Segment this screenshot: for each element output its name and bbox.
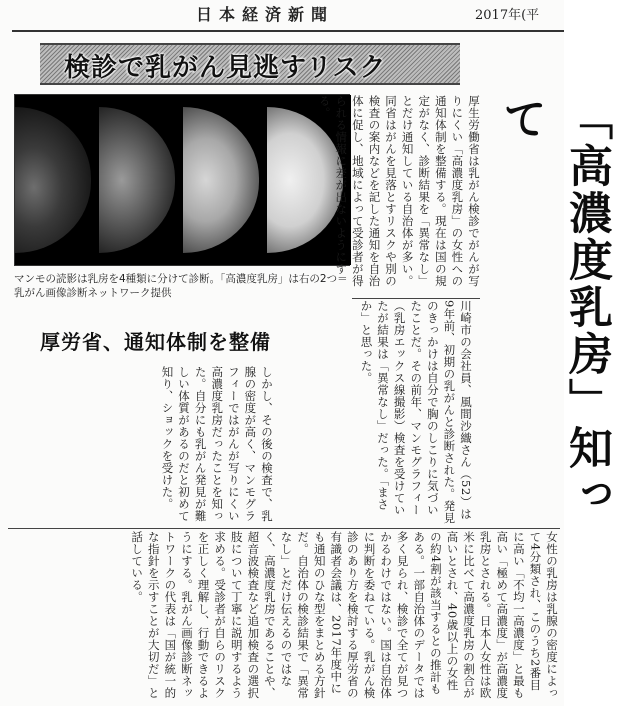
kicker-headline: 検診で乳がん見逃すリスク: [64, 53, 387, 83]
newspaper-name: 日本経済新聞: [196, 5, 335, 24]
photo-caption: マンモの読影は乳房を4種類に分けて診断。「高濃度乳房」は右の2つ＝乳がん画像診断ネットワーク提供: [14, 273, 348, 299]
body-column: 女性の乳房は乳腺の密度によって4分類され、このうち2番目に高い「不均一高濃度」と最も高い「極めて高濃度」が高濃度乳房とされる。日本人女性は欧米に比べて高濃度乳房の割合が高いとされ、40歳以上の女性の約4割が該当するとの推計もある。一部自治体のデータでは多く見られ、検診で全てが見つかるわけではない。国は自治体に判断を委ねている。乳がん検診のあり方を検討する厚労省の有識者会議は、2017年度中にも通知のひな型をまとめる方針だ。自治体の検診結果で「異常なし」とだけ伝えるのではなく、高濃度乳房であることや、超音波検査など追加検査の選択肢について丁寧に説明するよう求める。受診者が自らのリスクを正しく理解し、行動できるようにする。乳がん画像診断ネットワークの代表は「国が統一的な指針を示すことが大切だ」と話している。: [130, 531, 559, 699]
section-divider: [8, 528, 560, 529]
body-column: しかし、その後の検査で、乳腺の密度が高く、マンモグラフィーではがんが写りにくい高濃度乳房だったことを知った。自分にも乳がん発見が難しい体質があるのだと初めて知り、ショックを受けた。: [160, 366, 274, 522]
lead-paragraph: 厚生労働省は乳がん検診でがんが写りにくい「高濃度乳房」の女性への通知体制を整備する。現在は国の規定がなく、診断結果を「異常なし」とだけ通知している自治体が多い。同省はがんを見落とすリスクや別の検査の案内などを記した通知を自治体に促し、地域によって受診者が得られる情報に差が出ないようにする。: [317, 95, 481, 287]
subheadline: 厚労省、通知体制を整備: [40, 330, 271, 354]
mammogram-image: [15, 95, 99, 265]
main-headline: 「高濃度乳房」知って: [495, 96, 612, 519]
mammogram-image: [183, 95, 267, 265]
kicker-headline-banner: [40, 43, 460, 85]
masthead-rule: [12, 30, 564, 32]
mammogram-image: [99, 95, 183, 265]
section-divider: [352, 298, 480, 299]
publication-date: 2017年(平: [475, 8, 540, 23]
body-column: 川崎市の会社員、風間沙織さん（52）は9年前、初期の乳がんと診断された。発見のきっかけは自分で胸のしこりに気づいたことだ。その前年、マンモグラフィー（乳房エックス線撮影）検査を受けていたが結果は「異常なし」だった。「まさか」と思った。: [359, 300, 473, 524]
mammogram-photo: [14, 94, 350, 266]
main-headline-block: [483, 82, 612, 522]
masthead: [0, 0, 564, 34]
